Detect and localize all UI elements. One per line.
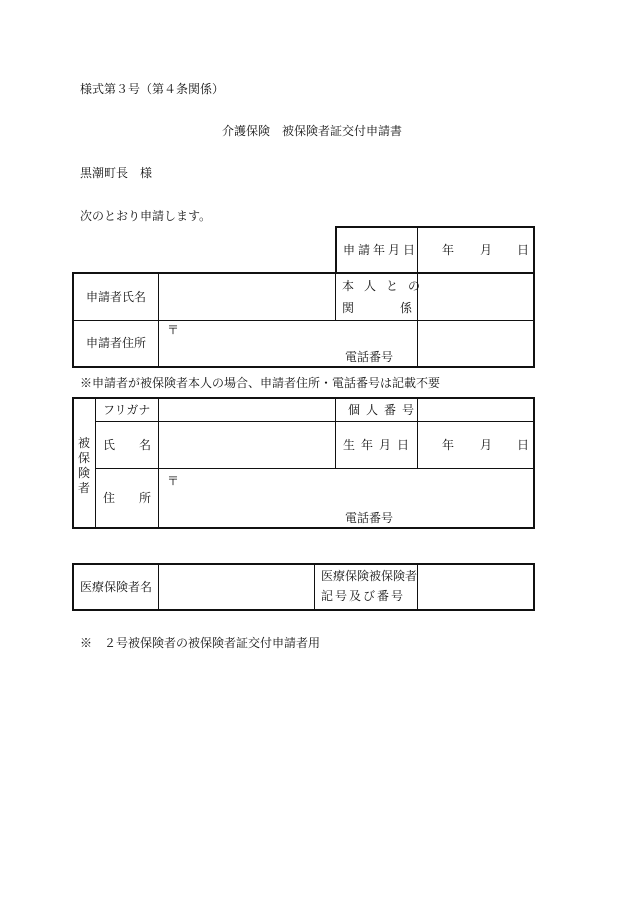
insured-address-label: 住 所 xyxy=(103,491,151,505)
note-applicant: ※申請者が被保険者本人の場合、申請者住所・電話番号は記載不要 xyxy=(80,376,441,390)
medical-insurer-label: 医療保険者名 xyxy=(80,580,153,594)
relation-label-line2: 関 係 xyxy=(342,301,412,315)
page-title: 介護保険 被保険者証交付申請書 xyxy=(222,124,403,138)
insured-name-label: 氏 名 xyxy=(103,438,151,452)
insured-postal-mark: 〒 xyxy=(167,474,180,488)
birth-day: 日 xyxy=(517,438,530,452)
applicant-address-label: 申請者住所 xyxy=(86,336,147,350)
symbol-label-line1: 医療保険被保険者 xyxy=(321,569,418,583)
insured-phone-label: 電話番号 xyxy=(345,511,394,525)
birth-month: 月 xyxy=(480,438,493,452)
personal-number-label: 個人番号 xyxy=(348,403,421,417)
date-month: 月 xyxy=(480,243,493,257)
date-label: 申請年月日 xyxy=(343,243,419,257)
furigana-label: フリガナ xyxy=(103,403,151,417)
form-number: 様式第３号（第４条関係） xyxy=(80,82,225,96)
insured-side-label: 被保険者 xyxy=(78,436,91,495)
date-year: 年 xyxy=(442,243,455,257)
date-day: 日 xyxy=(517,243,530,257)
note-secondary: ※ ２号被保険者の被保険者証交付申請者用 xyxy=(80,636,321,650)
applicant-postal-mark: 〒 xyxy=(167,323,180,337)
addressee: 黒潮町長 様 xyxy=(80,166,153,180)
birth-label: 生年月日 xyxy=(343,438,416,452)
symbol-label-line2: 記号及び番号 xyxy=(321,589,406,603)
birth-year: 年 xyxy=(442,438,455,452)
applicant-name-label: 申請者氏名 xyxy=(86,290,147,304)
relation-label-line1: 本人との xyxy=(342,279,431,293)
intro-text: 次のとおり申請します。 xyxy=(80,209,212,223)
applicant-phone-label: 電話番号 xyxy=(345,350,394,364)
